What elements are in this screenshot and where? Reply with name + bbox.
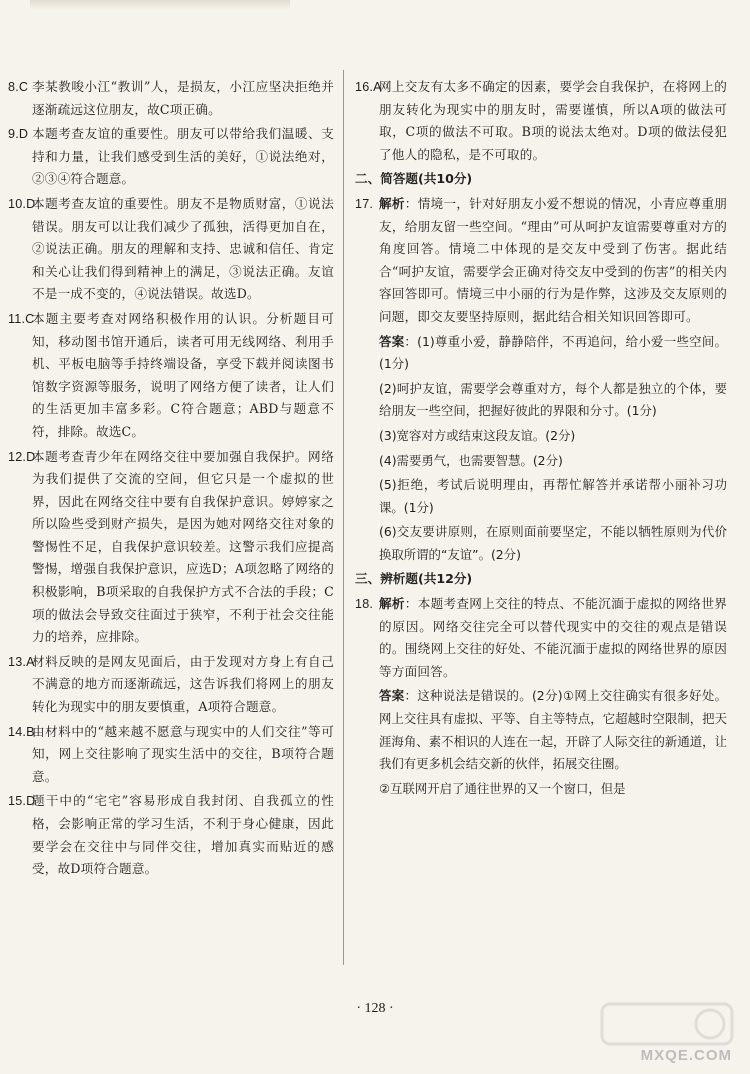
section-heading-short-answer: 二、简答题(共10分) [355,171,473,187]
answer-line: ②互联网开启了通往世界的又一个窗口，但是 [379,780,626,796]
answer-block-18 [355,685,727,775]
item-text: 由材料中的“越来越不愿意与现实中的人们交往”等可知，网上交往影响了现实生活中的交往，B项符合题意。 [32,723,334,784]
item-number: 12.D [8,449,36,464]
answer-item-12 [8,446,334,649]
item-text: 本题考查友谊的重要性。朋友可以带给我们温暖、支持和力量，让我们感受到生活的美好，①说法绝对，②③④符合题意。 [32,126,334,187]
answer-line: (3)宽容对方或结束这段友谊。(2分) [379,427,576,443]
item-number: 13.A [8,654,35,669]
item-number: 11.C [8,311,35,326]
answer-text: ：这种说法是错误的。(2分)①网上交往确实有很多好处。网上交往具有虚拟、平等、自主等特点，它超越时空限制，把天涯海角、素不相识的人连在一起，开辟了人际交往的新通道，让我们有更多机会结交新的伙伴，拓展交往圈。 [379,688,727,772]
answer-item-8 [8,76,334,121]
item-number: 10.D [8,196,36,211]
answer-line: (5)拒绝，考试后说明理由，再帮忙解答并承诺帮小丽补习功课。(1分) [379,477,727,515]
item-number: 17. [355,196,374,211]
answer-label: 答案 [379,688,405,704]
watermark-text: MXQE.COM [640,1047,732,1064]
item-text: 题干中的“宅宅”容易形成自我封闭、自我孤立的性格，会影响正常的学习生活，不利于身心健康，因此要学会在交往中与同伴交往，增加真实而贴近的感受，故D项符合题意。 [32,793,334,877]
item-number: 18. [355,597,374,612]
analysis-label: 解析 [379,596,405,612]
answer-item-15 [8,790,334,880]
answer-item-16 [355,76,727,166]
answer-line: (4)需要勇气，也需要智慧。(2分) [379,452,563,468]
answer-item-9 [8,123,334,191]
right-column [355,76,727,802]
answer-item-17 [355,193,727,329]
item-number: 14.B [8,724,35,739]
answer-item-18 [355,593,727,683]
analysis-text: ：情境一，针对好朋友小爱不想说的情况，小青应尊重朋友，给朋友留一些空间。“理由”可从呵护友谊需要尊重对方的角度回答。情境二中体现的是交友中受到了伤害。据此结合“呵护友谊，需要学会正确对待交友中受到的伤害”的相关内容回答即可。情境三中小丽的行为是作弊，这涉及交友原则的问题，即交友要坚持原则，据此结合相关知识回答即可。 [379,195,728,324]
item-text: 本题主要考查对网络积极作用的认识。分析题目可知，移动图书馆开通后，读者可用无线网络、利用手机、平板电脑等手持终端设备，享受下载并阅读图书馆数字资源等服务，说明了网络方便了读者，让人们的生活更加丰富多彩。C符合题意；ABD与题意不符，排除。故选C。 [32,310,334,439]
item-number: 9.D [8,127,29,142]
analysis-text: ：本题考查网上交往的特点、不能沉湎于虚拟的网络世界的原因。网络交往完全可以替代现实中的交往的观点是错误的。围绕网上交往的好处、不能沉湎于虚拟的网络世界的原因等方面回答。 [379,596,728,679]
answer-item-10 [8,193,334,306]
answer-text: ：(1)尊重小爱，静静陪伴，不再追问，给小爱一些空间。(1分) [379,333,727,372]
page-number: · 128 · [356,1001,394,1016]
answer-item-11 [8,308,334,444]
left-column [8,76,334,883]
analysis-label: 解析 [379,195,405,211]
item-text: 材料反映的是网友见面后，由于发现对方身上有自己不满意的地方而逐渐疏远，这告诉我们将网上的朋友转化为现实中的朋友要慎重，A项符合题意。 [32,653,334,715]
item-text: 李某教唆小江“教训”人，是损友，小江应坚决拒绝并逐渐疏远这位朋友，故C项正确。 [32,79,334,117]
item-text: 本题考查友谊的重要性。朋友不是物质财富，①说法错误。朋友可以让我们减少了孤独，活得更加自在，②说法正确。朋友的理解和支持、忠诚和信任、肯定和关心让我们得到精神上的满足，③说法正确。友谊不是一成不变的，④说法错误。故选D。 [32,195,334,302]
answer-line: (6)交友要讲原则，在原则面前要坚定，不能以牺牲原则为代价换取所谓的“友谊”。(2分) [379,524,727,562]
top-bleed [30,0,290,10]
column-divider [343,70,344,965]
answer-label: 答案 [379,333,405,349]
item-number: 15.D [8,794,36,809]
section-heading-analysis: 三、辨析题(共12分) [355,571,473,587]
item-text: 本题考查青少年在网络交往中要加强自我保护。网络为我们提供了交流的空间，但它只是一个虚拟的世界，因此在网络交往中要有自我保护意识。婷婷家之所以险些受到财产损失，是因为她对网络交往对象的警惕性不足，自我保护意识较差。这警示我们应提高警惕，增强自我保护意识，应选D；A项忽略了网络的积极影响，B项采取的自我保护方式不合法的手段；C项的做法会导致交往面过于狭窄，不利于社会交往能力的培养，应排除。 [32,448,334,645]
answer-block-17 [355,331,727,376]
item-text: 网上交友有太多不确定的因素，要学会自我保护，在将网上的朋友转化为现实中的朋友时，需要谨慎，所以A项的做法可取，C项的做法不可取。B项的说法太绝对。D项的做法侵犯了他人的隐私，是不可取的。 [379,79,727,162]
item-number: 16.A [355,80,382,94]
answer-item-14 [8,721,334,789]
item-number: 8.C [8,80,29,94]
answer-line: (2)呵护友谊，需要学会尊重对方，每个人都是独立的个体，要给朋友一些空间，把握好彼此的界限和分寸。(1分) [379,380,727,419]
answer-item-13 [8,651,334,719]
